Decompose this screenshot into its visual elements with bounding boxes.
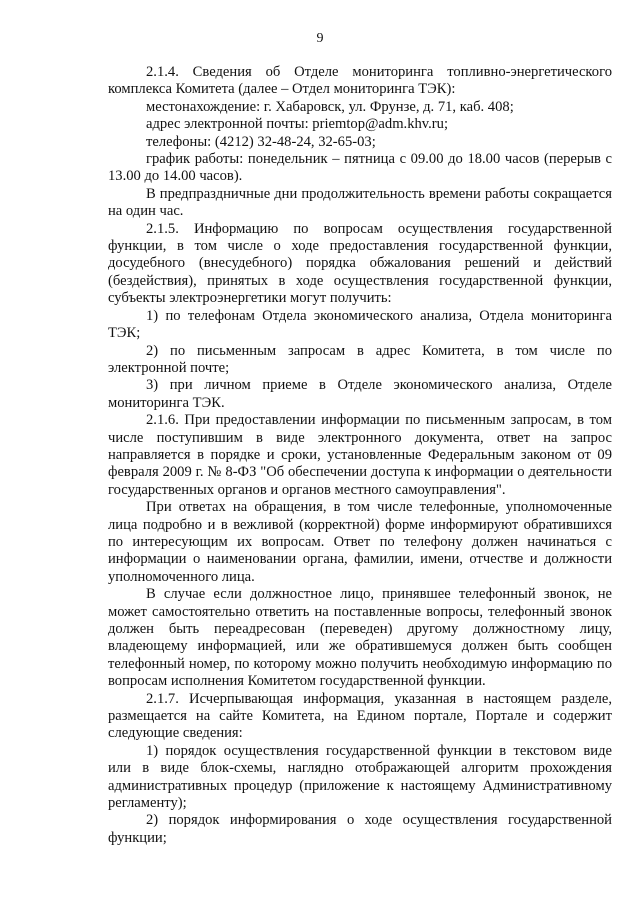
list-item-procedure: 1) порядок осуществления государственной функции в текстовом виде или в виде блок-схемы, наглядно отображающей алгоритм прохождения административных процедур (приложение к настоящему Административному регламенту); [108, 742, 612, 812]
paragraph-call-redirect: В случае если должностное лицо, принявшее телефонный звонок, не может самостоятельно ответить на поставленные вопросы, телефонный звонок должен быть переадресован (переведен) другому должностному лицу, владеющему информацией, или же обратившемуся должен быть сообщен телефонный номер, по которому можно получить необходимую информацию по вопросам исполнения Комитетом государственной функции. [108, 586, 612, 690]
paragraph-email: адрес электронной почты: priemtop@adm.khv.ru; [146, 116, 449, 133]
page-number: 9 [316, 31, 324, 46]
paragraph-2-1-4: 2.1.4. Сведения об Отделе мониторинга топливно-энергетического комплекса Комитета (далее – Отдел мониторинга ТЭК): [108, 64, 612, 98]
document-body [108, 64, 612, 847]
list-item-personal-reception: 3) при личном приеме в Отделе экономического анализа, Отделе мониторинга ТЭК. [108, 377, 612, 411]
paragraph-responses: При ответах на обращения, в том числе телефонные, уполномоченные лица подробно и в вежливой (корректной) форме информируют обратившихся по интересующим их вопросам. Ответ по телефону должен начинаться с информации о наименовании органа, фамилии, имени, отчестве и должности уполномоченного лица. [108, 499, 612, 585]
paragraph-schedule: график работы: понедельник – пятница с 09.00 до 18.00 часов (перерыв с 13.00 до 14.00 часов). [108, 151, 612, 185]
paragraph-2-1-7: 2.1.7. Исчерпывающая информация, указанная в настоящем разделе, размещается на сайте Комитета, на Едином портале, Портале и содержит следующие сведения: [108, 690, 612, 742]
paragraph-2-1-5: 2.1.5. Информацию по вопросам осуществления государственной функции, в том числе о ходе предоставления государственной функции, досудебного (внесудебного) порядка обжалования решений и действий (бездействия), принятых в ходе осуществления государственной функции, субъекты электроэнергетики могут получить: [108, 220, 612, 307]
paragraph-location: местонахождение: г. Хабаровск, ул. Фрунзе, д. 71, каб. 408; [146, 98, 514, 115]
paragraph-2-1-6: 2.1.6. При предоставлении информации по письменным запросам, в том числе поступившим в виде электронного документа, ответ на запрос направляется в порядке и сроки, установленные Федеральным законом от 09 февраля 2009 г. № 8-ФЗ "Об обеспечении доступа к информации о деятельности государственных органов и органов местного самоуправления". [108, 412, 612, 498]
list-item-informing: 2) порядок информирования о ходе осуществления государственной функции; [108, 812, 612, 846]
list-item-phones: 1) по телефонам Отдела экономического анализа, Отдела мониторинга ТЭК; [108, 307, 612, 342]
paragraph-holiday-hours: В предпраздничные дни продолжительность времени работы сокращается на один час. [108, 185, 612, 220]
paragraph-phones: телефоны: (4212) 32-48-24, 32-65-03; [146, 133, 376, 150]
list-item-written-requests: 2) по письменным запросам в адрес Комитета, в том числе по электронной почте; [108, 342, 612, 376]
